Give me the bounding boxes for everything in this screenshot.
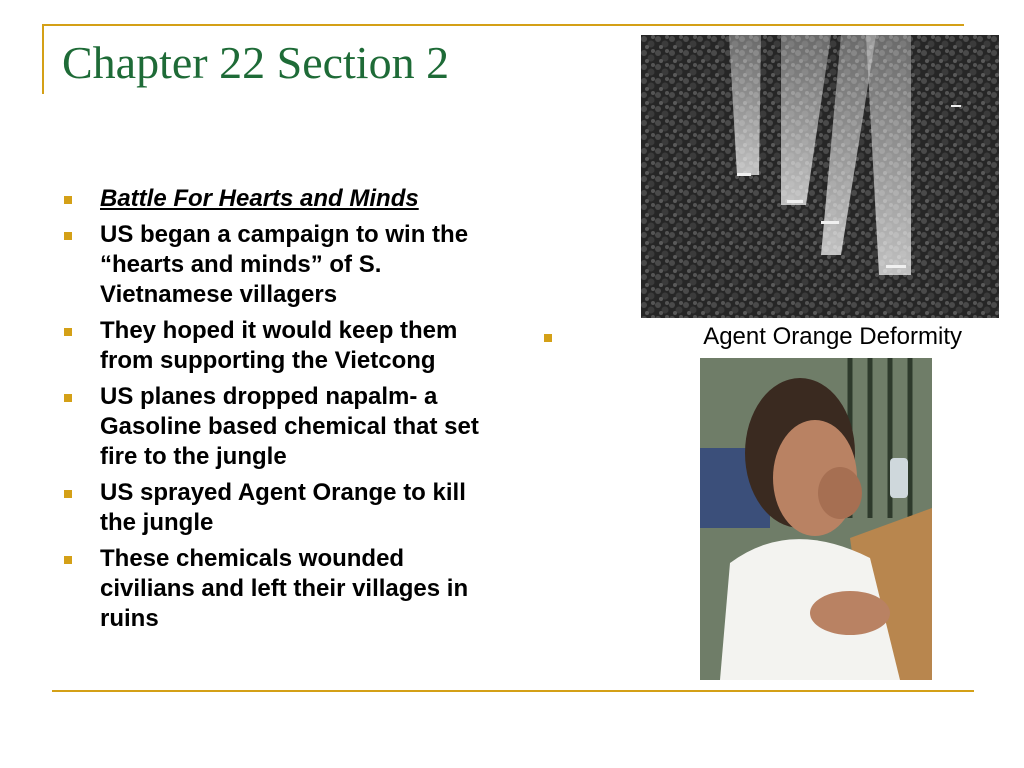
image-caption: Agent Orange Deformity	[703, 323, 962, 350]
bullet-text: These chemicals wounded civilians and left their villages in ruins	[100, 545, 469, 632]
square-bullet-icon	[64, 196, 72, 204]
bullet-text: Battle For Hearts and Minds	[100, 185, 419, 212]
bullet-text: US sprayed Agent Orange to kill the jungle	[100, 479, 466, 536]
bullet-item	[60, 382, 500, 472]
agent-orange-victim-photo	[700, 358, 932, 680]
frame-top-rule	[42, 24, 964, 26]
bullet-item	[60, 184, 500, 214]
square-bullet-icon	[64, 556, 72, 564]
slide-title: Chapter 22 Section 2	[62, 37, 450, 88]
square-bullet-icon	[64, 490, 72, 498]
bullet-item	[60, 544, 500, 634]
bullet-item	[60, 316, 500, 376]
bullet-item	[60, 220, 500, 310]
image-caption-row	[540, 322, 970, 352]
square-bullet-icon	[544, 334, 552, 342]
square-bullet-icon	[64, 328, 72, 336]
square-bullet-icon	[64, 394, 72, 402]
bullet-list	[60, 184, 500, 640]
frame-bottom-rule	[52, 690, 974, 692]
aerial-spraying-photo	[641, 35, 999, 318]
bullet-item	[60, 478, 500, 538]
bullet-text: They hoped it would keep them from supporting the Vietcong	[100, 317, 458, 374]
frame-left-rule	[42, 24, 44, 94]
bullet-text: US planes dropped napalm- a Gasoline based chemical that set fire to the jungle	[100, 383, 479, 470]
square-bullet-icon	[64, 232, 72, 240]
bullet-text: US began a campaign to win the “hearts and minds” of S. Vietnamese villagers	[100, 221, 469, 308]
